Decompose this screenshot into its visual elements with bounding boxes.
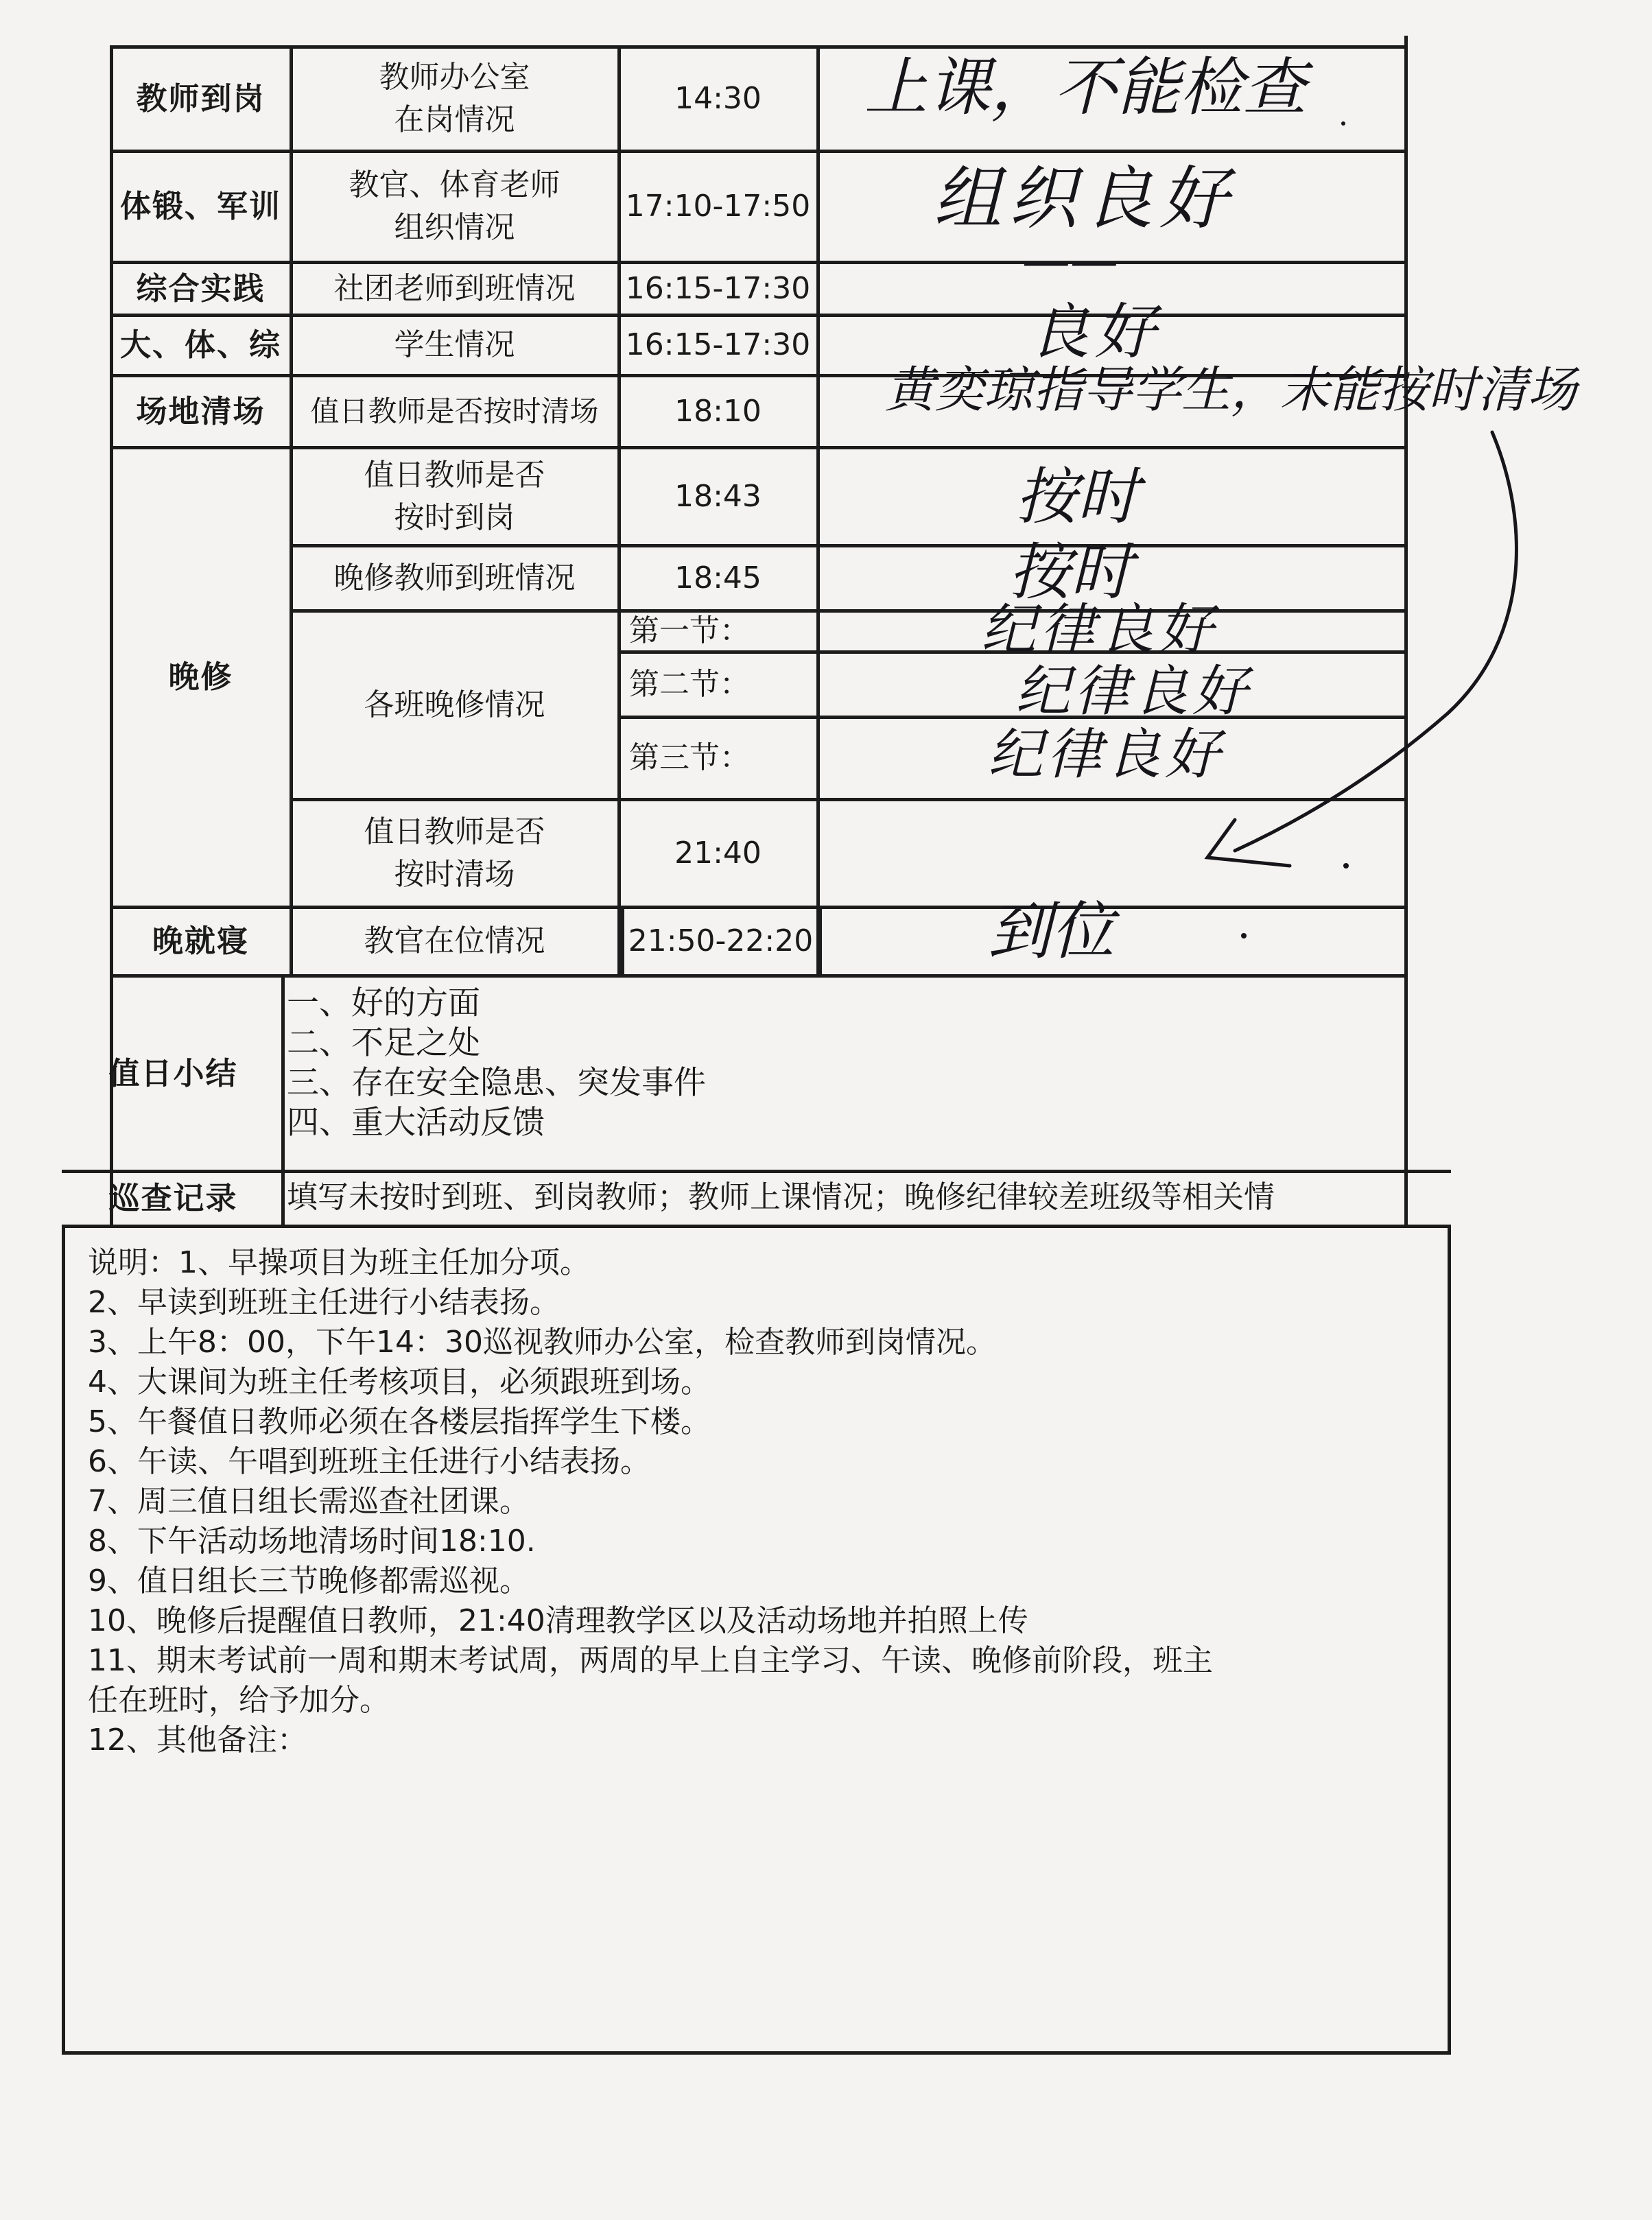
item-line: 值日教师是否 [364,457,545,493]
handwritten-note: 上课，不能检查 [864,51,1307,124]
note-line: 8、下午活动场地清场时间18:10. [88,1524,536,1559]
handwritten-note: 良好 [1029,296,1161,367]
category-body-comprehensive: 大、体、综 [119,327,281,363]
period-label: 第一节： [629,613,750,648]
item-line: 在岗情况 [394,102,515,137]
time-cell: 21:50-22:20 [628,923,814,958]
time-cell: 21:40 [674,835,762,871]
handwritten-note: 到位 [988,895,1115,968]
category-exercise-training: 体锻、军训 [119,188,281,224]
handwritten-note: 纪律良好 [988,722,1224,786]
note-line: 11、期末考试前一周和期末考试周，两周的早上自主学习、午读、晚修前阶段，班主 [88,1643,1213,1678]
category-evening-study: 晚修 [168,659,233,695]
time-cell: 18:10 [674,393,762,429]
category-venue-clearing: 场地清场 [136,392,266,429]
item-line: 教师办公室 [379,60,530,95]
time-cell: 16:15-17:30 [625,327,811,362]
note-line: 6、午读、午唱到班班主任进行小结表扬。 [88,1444,650,1479]
item-student-status: 学生情况 [394,327,515,362]
time-cell: 18:45 [674,560,762,595]
item-instructor-presence: 教官在位情况 [364,923,545,958]
item-club-teacher: 社团老师到班情况 [333,270,576,306]
item-duty-clearing: 值日教师是否按时清场 [310,394,599,428]
item-class-status: 各班晚修情况 [364,687,545,722]
time-cell: 16:15-17:30 [625,270,811,306]
period-label: 第二节： [629,666,750,702]
note-line: 3、上午8：00，下午14：30巡视教师办公室，检查教师到岗情况。 [88,1325,996,1360]
handwritten-note: 黄奕琼指导学生，未能按时清场 [885,361,1577,418]
category-bedtime: 晚就寝 [152,923,249,959]
handwritten-note: 按时 [1008,536,1132,609]
item-line: 组织情况 [394,210,515,245]
time-cell: 17:10-17:50 [625,189,811,224]
note-line: 7、周三值日组长需巡查社团课。 [88,1484,530,1519]
summary-item: 一、好的方面 [287,984,480,1022]
note-line: 5、午餐值日教师必须在各楼层指挥学生下楼。 [88,1404,711,1439]
note-line: 4、大课间为班主任考核项目，必须跟班到场。 [88,1365,711,1400]
note-line: 10、晚修后提醒值日教师，21:40清理教学区以及活动场地并拍照上传 [88,1603,1028,1638]
note-line: 说明：1、早操项目为班主任加分项。 [88,1245,590,1280]
summary-item: 二、不足之处 [287,1024,480,1062]
time-cell: 14:30 [674,81,762,116]
period-label: 第三节： [629,740,750,775]
item-line: 值日教师是否 [364,814,545,849]
summary-item: 四、重大活动反馈 [287,1104,545,1142]
note-line: 12、其他备注： [88,1723,307,1758]
category-daily-summary: 值日小结 [108,1054,238,1091]
item-line: 按时到岗 [394,499,515,535]
item-teacher-arrival: 晚修教师到班情况 [333,560,576,595]
handwritten-note: 纪律良好 [1015,659,1251,723]
note-line: 任在班时，给予加分。 [88,1683,390,1718]
handwritten-note: 按时 [1015,461,1139,533]
handwritten-note: 纪律良好 [981,598,1217,661]
note-line: 2、早读到班班主任进行小结表扬。 [88,1285,560,1320]
summary-item: 三、存在安全隐患、突发事件 [287,1064,706,1102]
time-cell: 18:43 [674,478,762,514]
category-practice: 综合实践 [136,270,266,307]
note-line: 9、值日组长三节晚修都需巡视。 [88,1563,530,1598]
handwritten-dash: —— [1022,233,1118,289]
category-patrol-record: 巡查记录 [108,1180,238,1216]
item-line: 教官、体育老师 [349,167,560,202]
handwritten-note: 组织良好 [933,158,1235,239]
patrol-instructions: 填写未按时到班、到岗教师；教师上课情况；晚修纪律较差班级等相关情 [287,1179,1275,1215]
category-teacher-arrival: 教师到岗 [136,80,266,117]
item-line: 按时清场 [394,856,515,892]
